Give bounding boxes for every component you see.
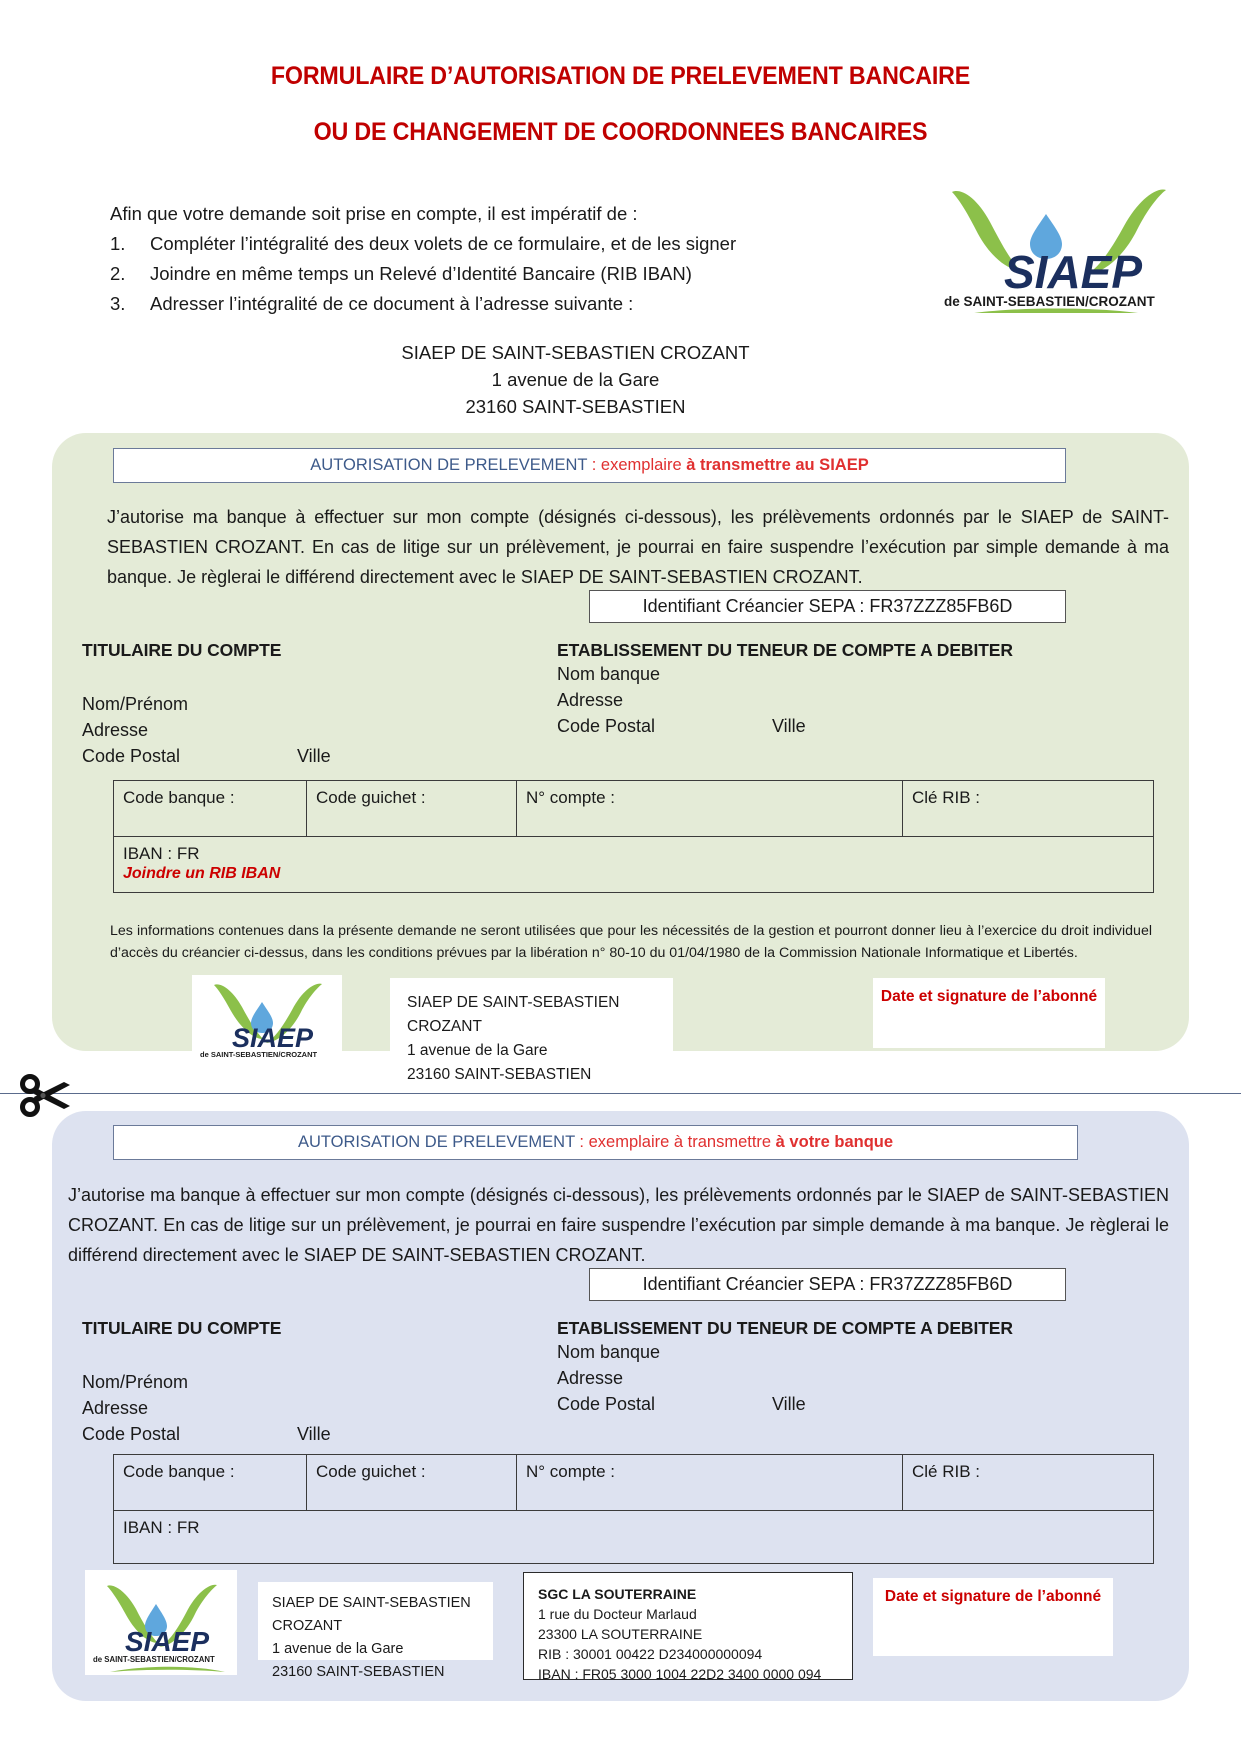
- banner-title: AUTORISATION DE PRELEVEMENT: [310, 456, 588, 474]
- sepa-creditor-id-siaep: Identifiant Créancier SEPA : FR37ZZZ85FB6D: [589, 590, 1066, 623]
- signature-box-siaep[interactable]: [873, 978, 1105, 1048]
- holder-postal-row: [82, 1421, 331, 1447]
- address-line: SIAEP DE SAINT-SEBASTIEN CROZANT: [401, 341, 750, 363]
- footer-logo-bank: [85, 1570, 237, 1675]
- svg-text:de SAINT-SEBASTIEN/CROZANT: de SAINT-SEBASTIEN/CROZANT: [93, 1655, 215, 1664]
- signature-label: Date et signature de l’abonné: [880, 988, 1098, 1005]
- intro-block: [0, 199, 1241, 420]
- banner-emphasis: à votre banque: [775, 1133, 894, 1151]
- scissors-icon: [20, 1070, 74, 1120]
- bank-address-label: Adresse: [557, 690, 624, 710]
- intro-step: [110, 229, 1171, 259]
- address-line: 1 avenue de la Gare: [407, 1042, 548, 1059]
- sgc-treasury-box: [523, 1572, 853, 1680]
- banner-bank-copy: [113, 1125, 1078, 1160]
- svg-text:de SAINT-SEBASTIEN/CROZANT: de SAINT-SEBASTIEN/CROZANT: [200, 1050, 318, 1059]
- step-text: Adresser l’intégralité de ce document à l’adresse suivante :: [150, 292, 634, 314]
- rib-code-guichet-cell[interactable]: Code guichet :: [307, 1455, 517, 1510]
- bank-name-label: Nom banque: [557, 1342, 661, 1362]
- holder-address-label: Adresse: [82, 720, 149, 740]
- address-line: SIAEP DE SAINT-SEBASTIEN CROZANT: [272, 1595, 471, 1634]
- rib-header-row: [114, 781, 1153, 836]
- mailing-address: [110, 339, 1171, 420]
- title-line-2: OU DE CHANGEMENT DE COORDONNEES BANCAIRES: [313, 117, 928, 146]
- holder-name-label: Nom/Prénom: [82, 694, 189, 714]
- svg-text:de SAINT-SEBASTIEN/CROZANT: de SAINT-SEBASTIEN/CROZANT: [944, 294, 1155, 309]
- bank-postal-label: Code Postal: [557, 1394, 656, 1414]
- sgc-iban: IBAN : FR05 3000 1004 22D2 3400 0000 094: [538, 1666, 822, 1682]
- rib-code-banque-cell[interactable]: Code banque :: [114, 781, 307, 836]
- holder-city-label: Ville: [297, 746, 331, 766]
- bank-heading: ETABLISSEMENT DU TENEUR DE COMPTE A DEBITER: [557, 1318, 1013, 1338]
- holder-city-label: Ville: [297, 1424, 331, 1444]
- holder-name-label: Nom/Prénom: [82, 1372, 189, 1392]
- bank-postal-label: Code Postal: [557, 716, 656, 736]
- banner-title: AUTORISATION DE PRELEVEMENT: [297, 1133, 575, 1151]
- step-number: 3.: [110, 292, 126, 314]
- bank-city-label: Ville: [772, 1394, 806, 1414]
- siaep-logo-graphic: [85, 1570, 237, 1675]
- intro-steps: [110, 229, 1171, 319]
- iban-label: IBAN : FR: [123, 1518, 200, 1537]
- banner-emphasis: à transmettre au SIAEP: [686, 456, 869, 474]
- signature-label: Date et signature de l’abonné: [884, 1588, 1102, 1605]
- step-text: Joindre en même temps un Relevé d’Identité Bancaire (RIB IBAN): [150, 262, 692, 284]
- sgc-line: 23300 LA SOUTERRAINE: [538, 1626, 703, 1642]
- svg-text:SIAEP: SIAEP: [1004, 246, 1143, 298]
- sgc-line: 1 rue du Docteur Marlaud: [538, 1606, 697, 1622]
- rib-table-bank: [113, 1454, 1154, 1564]
- holder-heading: TITULAIRE DU COMPTE: [82, 1318, 282, 1338]
- sgc-title: SGC LA SOUTERRAINE: [538, 1586, 697, 1602]
- sepa-creditor-id-bank: Identifiant Créancier SEPA : FR37ZZZ85FB6D: [589, 1268, 1066, 1301]
- signature-box-bank[interactable]: [873, 1578, 1113, 1656]
- title-line-1: FORMULAIRE D’AUTORISATION DE PRELEVEMENT BANCAIRE: [270, 62, 971, 90]
- address-line: SIAEP DE SAINT-SEBASTIEN CROZANT: [407, 994, 620, 1035]
- holder-heading: TITULAIRE DU COMPTE: [82, 640, 282, 660]
- banner-sub: : exemplaire: [587, 456, 687, 474]
- rib-iban-row[interactable]: [114, 836, 1153, 892]
- address-line: 23160 SAINT-SEBASTIEN: [407, 1066, 592, 1083]
- svg-text:SIAEP: SIAEP: [232, 1023, 314, 1053]
- intro-step: [110, 259, 1171, 289]
- banner-sub: : exemplaire à transmettre: [574, 1133, 776, 1151]
- bank-address-label: Adresse: [557, 1368, 624, 1388]
- rib-code-banque-cell[interactable]: Code banque :: [114, 1455, 307, 1510]
- address-line: 23160 SAINT-SEBASTIEN: [465, 395, 686, 417]
- bank-postal-row: [557, 1391, 1013, 1417]
- rib-cle-cell[interactable]: Clé RIB :: [912, 788, 981, 807]
- bank-heading: ETABLISSEMENT DU TENEUR DE COMPTE A DEBITER: [557, 640, 1013, 660]
- rib-iban-row[interactable]: [114, 1510, 1153, 1563]
- page-title: [0, 0, 1241, 147]
- rib-header-row: [114, 1455, 1153, 1510]
- legal-notice-siaep: Les informations contenues dans la présente demande ne seront utilisées que pour les nécessités de la gestion et pourront donner lieu à l’exercice du droit individuel d’accès du créancier ci-dessus, dans les conditions prévues par la libération n° 80-10 du 01/04/1980 de la Commission Nationale Informatique et Libertés.: [110, 923, 1152, 961]
- bank-postal-row: [557, 713, 1013, 739]
- bank-city-label: Ville: [772, 716, 806, 736]
- cut-line: [0, 1093, 1241, 1095]
- siaep-logo-graphic: [192, 975, 342, 1060]
- bank-name-label: Nom banque: [557, 664, 661, 684]
- iban-label: IBAN : FR: [123, 844, 200, 863]
- intro-lead: Afin que votre demande soit prise en compte, il est impératif de :: [110, 202, 638, 224]
- banner-siaep-copy: [113, 448, 1066, 483]
- rib-numero-compte-cell[interactable]: N° compte :: [517, 781, 903, 836]
- footer-address-siaep: [390, 978, 673, 1083]
- sgc-rib: RIB : 30001 00422 D234000000094: [538, 1646, 763, 1662]
- rib-code-guichet-cell[interactable]: Code guichet :: [307, 781, 517, 836]
- svg-text:SIAEP: SIAEP: [125, 1626, 210, 1657]
- rib-table-siaep: [113, 780, 1154, 893]
- iban-note: Joindre un RIB IBAN: [123, 865, 281, 882]
- address-line: 23160 SAINT-SEBASTIEN: [272, 1664, 445, 1680]
- address-line: 1 avenue de la Gare: [491, 368, 660, 390]
- account-holder-column: [82, 640, 331, 769]
- holder-postal-label: Code Postal: [82, 746, 181, 766]
- holder-postal-row: [82, 743, 331, 769]
- address-line: 1 avenue de la Gare: [272, 1641, 404, 1657]
- bank-column: [557, 640, 1013, 739]
- rib-cle-cell[interactable]: Clé RIB :: [912, 1462, 981, 1481]
- footer-logo-siaep: [192, 975, 342, 1060]
- footer-address-bank: [258, 1582, 493, 1680]
- account-holder-column: [82, 1318, 331, 1447]
- step-number: 1.: [110, 232, 126, 254]
- bank-column: [557, 1318, 1013, 1417]
- authorization-text-siaep: J’autorise ma banque à effectuer sur mon compte (désignés ci-dessous), les prélèvements ordonnés par le SIAEP de SAINT-SEBASTIEN CROZANT. En cas de litige sur un prélèvement, je pourrai en faire suspendre l’exécution par simple demande à ma banque. Je règlerai le différend directement avec le SIAEP DE SAINT-SEBASTIEN CROZANT.: [107, 507, 1169, 587]
- rib-numero-compte-cell[interactable]: N° compte :: [517, 1455, 903, 1510]
- step-text: Compléter l’intégralité des deux volets de ce formulaire, et de les signer: [150, 232, 737, 254]
- intro-step: [110, 289, 1171, 319]
- holder-address-label: Adresse: [82, 1398, 149, 1418]
- authorization-text-bank: J’autorise ma banque à effectuer sur mon compte (désignés ci-dessous), les prélèvements ordonnés par le SIAEP de SAINT-SEBASTIEN CROZANT. En cas de litige sur un prélèvement, je pourrai en faire suspendre l’exécution par simple demande à ma banque. Je règlerai le différend directement avec le SIAEP DE SAINT-SEBASTIEN CROZANT.: [68, 1185, 1169, 1265]
- holder-postal-label: Code Postal: [82, 1424, 181, 1444]
- step-number: 2.: [110, 262, 126, 284]
